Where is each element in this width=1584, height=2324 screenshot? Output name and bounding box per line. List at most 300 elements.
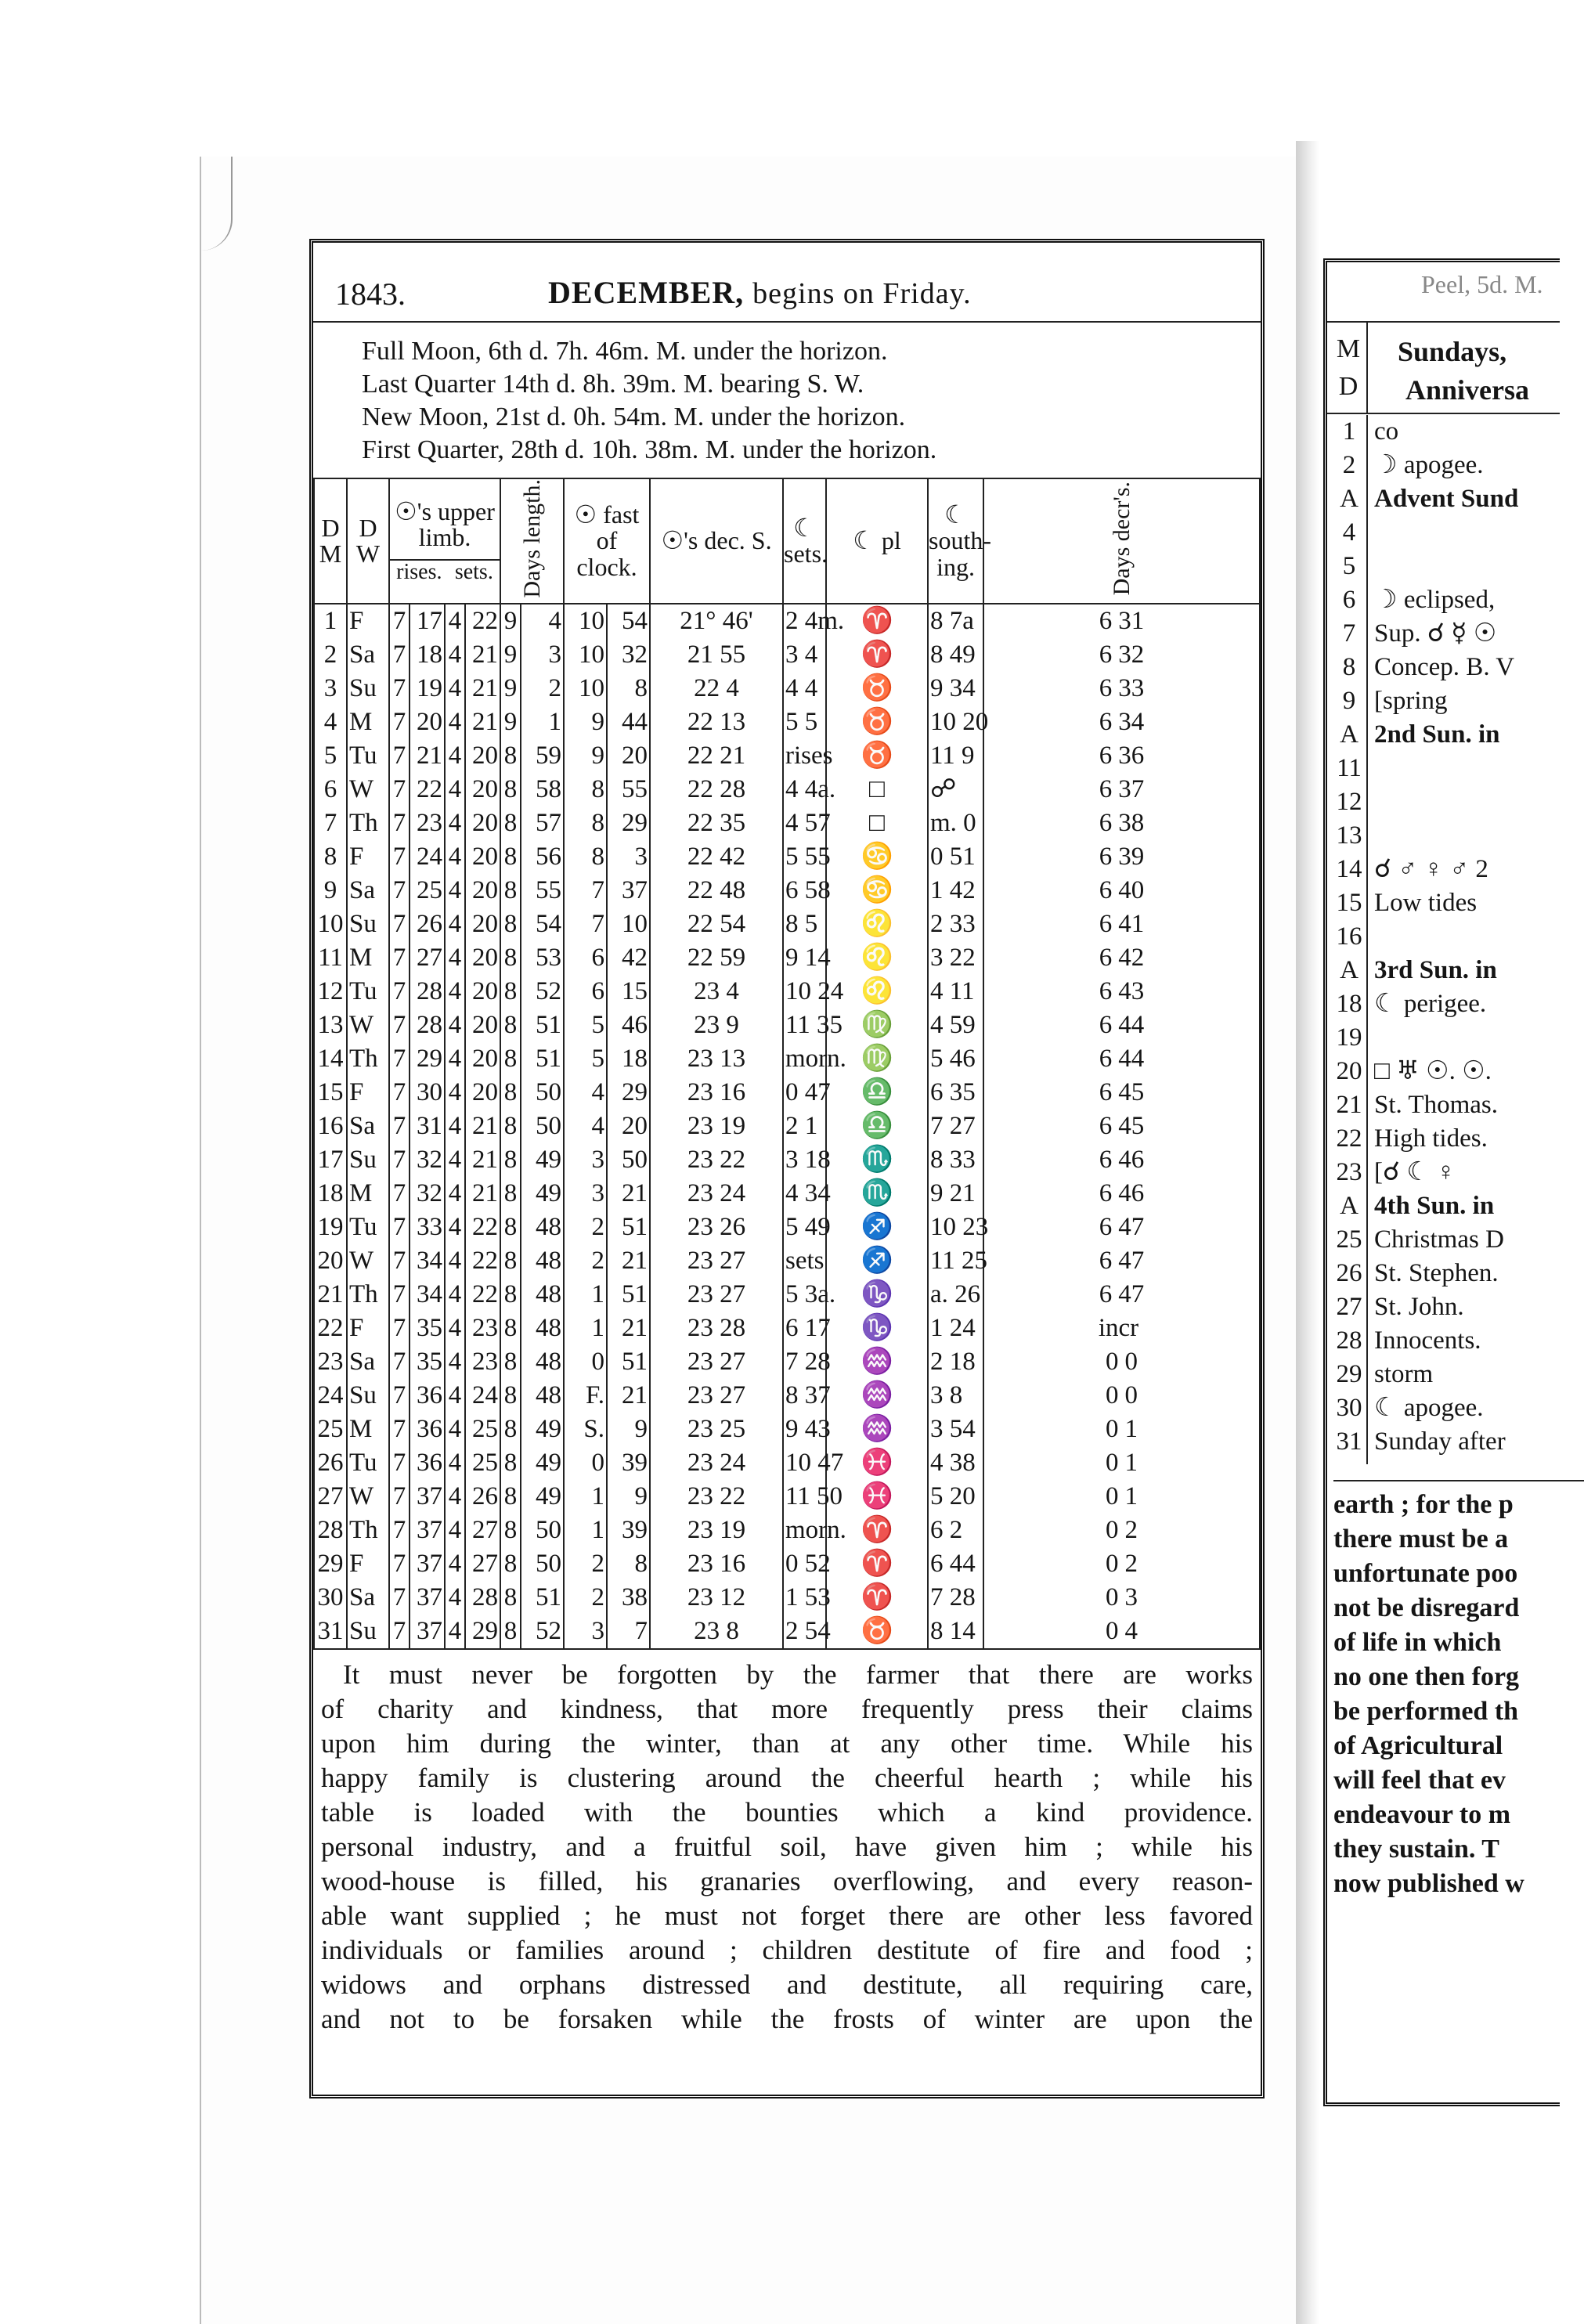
table-cell: 9 [500, 638, 521, 672]
days-decr-m: 36 [1118, 742, 1145, 770]
table-cell: 10 [607, 908, 650, 941]
days-decr-m: 1 [1124, 1482, 1138, 1511]
table-cell: 7 [389, 1278, 410, 1312]
table-cell: 48 [521, 1379, 564, 1413]
table-cell: 4 [445, 638, 465, 672]
page-header [313, 243, 1261, 323]
table-cell: Tu [347, 975, 389, 1009]
table-cell: F [347, 1547, 389, 1581]
table-cell: 30 [410, 1076, 445, 1110]
table-cell: 20 [465, 1042, 500, 1076]
table-cell: 37 [410, 1615, 445, 1648]
table-cell [983, 941, 1260, 975]
table-cell: Th [347, 1514, 389, 1547]
table-cell: 37 [410, 1514, 445, 1547]
col-header-moon-sets: ☾ sets. [783, 478, 826, 604]
table-cell: 8 [500, 908, 521, 941]
table-cell: 22 35 [650, 807, 783, 840]
table-cell: 7 [607, 1615, 650, 1648]
days-decr-m: 0 [1124, 1381, 1138, 1410]
table-cell [983, 739, 1260, 773]
right-event-text: 4th Sun. in [1374, 1192, 1495, 1220]
table-cell: 32 [410, 1177, 445, 1211]
table-cell: 7 [389, 1244, 410, 1278]
table-cell: 7 [389, 1076, 410, 1110]
right-text-line: be performed th [1333, 1697, 1519, 1726]
footer-line: table is loaded with the bounties which a kind providence. [321, 1797, 1253, 1828]
days-decr-h: 6 [1099, 1011, 1113, 1040]
table-cell: 2 [564, 1244, 607, 1278]
moon-phase-line: New Moon, 21st d. 0h. 54m. M. under the horizon. [362, 402, 906, 431]
right-list-item [1327, 718, 1560, 752]
table-cell: 10 20 [928, 706, 983, 739]
table-cell: 5 46 [928, 1042, 983, 1076]
table-cell: 15 [314, 1076, 347, 1110]
table-cell: 24 [465, 1379, 500, 1413]
table-cell: 49 [521, 1177, 564, 1211]
table-cell [983, 975, 1260, 1009]
footer-line: upon him during the winter, than at any other time. While his [321, 1728, 1253, 1759]
table-cell: ♋ [826, 874, 928, 908]
table-cell: 23 8 [650, 1615, 783, 1648]
days-decr-m: 1 [1124, 1449, 1138, 1478]
table-cell: 15 [607, 975, 650, 1009]
table-cell: 21 [465, 706, 500, 739]
right-day-number: 8 [1342, 653, 1356, 681]
table-cell: 2 [564, 1547, 607, 1581]
right-list-item [1327, 516, 1560, 550]
table-cell: 4 [445, 1446, 465, 1480]
table-cell: 21 [465, 1110, 500, 1143]
footer-line: happy family is clustering around the cheerful hearth ; while his [321, 1763, 1253, 1793]
table-cell: 7 [389, 1110, 410, 1143]
table-cell: 4 [445, 1581, 465, 1615]
table-cell: 4 [564, 1110, 607, 1143]
right-list-item [1327, 651, 1560, 684]
table-cell: ♍ [826, 1042, 928, 1076]
table-cell: Sa [347, 1110, 389, 1143]
table-cell: 3 [564, 1143, 607, 1177]
table-cell: 7 [389, 1009, 410, 1042]
days-decr-h: 6 [1099, 1213, 1113, 1242]
table-cell: Th [347, 1042, 389, 1076]
right-day-number: 18 [1336, 990, 1362, 1018]
table-cell: 34 [410, 1278, 445, 1312]
table-cell: 9 [500, 672, 521, 706]
table-cell: ♉ [826, 706, 928, 739]
table-cell: 20 [465, 840, 500, 874]
table-cell: 5 5 [783, 706, 826, 739]
right-page-fragment [1323, 258, 1560, 2106]
table-cell: 8 [500, 1110, 521, 1143]
table-cell: 20 [465, 773, 500, 807]
days-decr-m: 47 [1118, 1247, 1145, 1276]
calendar-body [314, 604, 1260, 1648]
table-cell: 7 [389, 1379, 410, 1413]
table-cell: 44 [607, 706, 650, 739]
table-cell: morn. [783, 1514, 826, 1547]
table-cell: Sa [347, 638, 389, 672]
table-cell: 20 [465, 874, 500, 908]
table-cell: 4 [445, 1379, 465, 1413]
table-cell: 37 [410, 1547, 445, 1581]
table-cell: 24 [314, 1379, 347, 1413]
table-cell: 0 [564, 1446, 607, 1480]
right-list-item [1327, 449, 1560, 482]
table-cell: 23 19 [650, 1110, 783, 1143]
table-cell: 31 [314, 1615, 347, 1648]
table-cell: 25 [314, 1413, 347, 1446]
right-event-text: ☾ perigee. [1374, 990, 1487, 1018]
table-cell: W [347, 773, 389, 807]
table-cell [983, 908, 1260, 941]
days-decr-m: 44 [1118, 1011, 1145, 1040]
table-cell [983, 1278, 1260, 1312]
table-cell: Tu [347, 739, 389, 773]
table-row [314, 1009, 1260, 1042]
right-day-number: 7 [1342, 619, 1356, 648]
table-cell: 49 [521, 1480, 564, 1514]
table-cell: 7 [389, 874, 410, 908]
table-cell: 48 [521, 1312, 564, 1345]
table-cell: 6 44 [928, 1547, 983, 1581]
right-day-number: 9 [1342, 687, 1356, 715]
days-decr-h: 6 [1099, 1179, 1113, 1208]
table-cell: 2 54 [783, 1615, 826, 1648]
table-cell: 21 [314, 1278, 347, 1312]
table-cell: 10 23 [928, 1211, 983, 1244]
table-cell: 21 [607, 1379, 650, 1413]
table-cell: 49 [521, 1446, 564, 1480]
table-cell: 11 35 [783, 1009, 826, 1042]
right-list-item [1327, 1088, 1560, 1122]
right-event-text: Advent Sund [1374, 485, 1519, 513]
table-cell: Th [347, 1278, 389, 1312]
footer-paragraph [313, 1648, 1261, 2037]
right-md-labels [1335, 330, 1362, 406]
footer-line: It must never be forgotten by the farmer that there are works [343, 1659, 1253, 1690]
table-cell: 52 [521, 1615, 564, 1648]
right-list-item [1327, 617, 1560, 651]
table-cell: 4 [445, 1076, 465, 1110]
table-cell: Su [347, 672, 389, 706]
table-row [314, 1110, 1260, 1143]
table-cell: ♎ [826, 1110, 928, 1143]
moon-phase-line: Last Quarter 14th d. 8h. 39m. M. bearing S. W. [362, 370, 864, 399]
table-cell: Tu [347, 1446, 389, 1480]
table-cell: 4 [445, 1244, 465, 1278]
table-cell: 20 [465, 975, 500, 1009]
table-cell: 23 28 [650, 1312, 783, 1345]
table-cell: 23 24 [650, 1177, 783, 1211]
right-text-line: earth ; for the p [1333, 1490, 1514, 1519]
table-cell: 8 [500, 1211, 521, 1244]
table-cell: Su [347, 1143, 389, 1177]
right-day-number: 16 [1336, 922, 1362, 951]
table-row [314, 1514, 1260, 1547]
right-list-item [1327, 752, 1560, 785]
table-cell: 22 4 [650, 672, 783, 706]
table-cell: 21 55 [650, 638, 783, 672]
table-cell [983, 1480, 1260, 1514]
table-cell: W [347, 1244, 389, 1278]
footer-line: individuals or families around ; children destitute of fire and food ; [321, 1935, 1253, 1965]
table-cell: 0 [564, 1345, 607, 1379]
table-cell: Su [347, 1615, 389, 1648]
right-text-line: of life in which [1333, 1628, 1502, 1657]
right-event-text: ☌ ♂ ♀ ♂ 2 [1374, 855, 1488, 883]
days-decr-h: 0 [1106, 1415, 1119, 1444]
table-cell: 22 13 [650, 706, 783, 739]
table-cell: 20 [465, 941, 500, 975]
right-title-sundays: Sundays, [1398, 336, 1507, 367]
right-text-fragment [1333, 1480, 1584, 1901]
col-header-sun [389, 478, 500, 604]
table-cell: 11 9 [928, 739, 983, 773]
table-cell: 57 [521, 807, 564, 840]
table-row [314, 874, 1260, 908]
right-text-line: not be disregard [1333, 1593, 1520, 1622]
table-cell: 19 [410, 672, 445, 706]
days-decr-m: 46 [1118, 1146, 1145, 1175]
days-decr-h: 6 [1099, 977, 1113, 1006]
table-cell [983, 1177, 1260, 1211]
table-cell: 8 [500, 1177, 521, 1211]
table-cell: ♎ [826, 1076, 928, 1110]
table-cell: ♉ [826, 1615, 928, 1648]
table-cell: 5 55 [783, 840, 826, 874]
right-d-label: D [1338, 372, 1358, 401]
table-cell: 18 [314, 1177, 347, 1211]
table-cell: 0 47 [783, 1076, 826, 1110]
table-cell: 9 [607, 1480, 650, 1514]
table-cell: 8 [500, 1042, 521, 1076]
right-event-text: Concep. B. V [1374, 653, 1515, 681]
table-cell: 8 49 [928, 638, 983, 672]
table-cell: 8 [500, 1009, 521, 1042]
days-decr-m: 37 [1118, 775, 1145, 804]
table-cell: 9 14 [783, 941, 826, 975]
table-cell: 8 [500, 975, 521, 1009]
table-cell: 36 [410, 1413, 445, 1446]
table-cell: 8 [500, 1615, 521, 1648]
table-cell: 21 [465, 672, 500, 706]
right-day-number: 20 [1336, 1057, 1362, 1085]
table-cell: 3 [521, 638, 564, 672]
book-gutter [1296, 141, 1319, 2324]
table-row [314, 604, 1260, 638]
days-decr-h: incr [1098, 1314, 1139, 1343]
table-cell: 11 50 [783, 1480, 826, 1514]
table-cell [983, 1514, 1260, 1547]
table-cell: 51 [607, 1345, 650, 1379]
days-decr-m: 4 [1124, 1617, 1138, 1646]
table-cell: 50 [521, 1547, 564, 1581]
table-cell: 2 [314, 638, 347, 672]
right-list-item [1327, 1021, 1560, 1055]
right-list-item [1327, 684, 1560, 718]
table-cell: 9 [607, 1413, 650, 1446]
table-cell: 7 [389, 1581, 410, 1615]
table-cell: 4 [445, 840, 465, 874]
table-cell: 2 [564, 1581, 607, 1615]
table-cell: 10 47 [783, 1446, 826, 1480]
table-cell: Tu [347, 1211, 389, 1244]
table-cell: 7 [389, 672, 410, 706]
footer-line: and not to be forsaken while the frosts of winter are upon the [321, 2004, 1253, 2034]
table-row [314, 975, 1260, 1009]
table-cell: 8 [500, 1244, 521, 1278]
table-cell: 33 [410, 1211, 445, 1244]
table-cell [983, 1009, 1260, 1042]
table-cell [983, 1547, 1260, 1581]
footer-line: personal industry, and a fruitful soil, have given him ; while his [321, 1831, 1253, 1862]
table-cell: ♈ [826, 1581, 928, 1615]
right-event-text: □ ♅ ☉. ☉. [1374, 1057, 1492, 1085]
table-cell: 24 [410, 840, 445, 874]
table-cell: 6 17 [783, 1312, 826, 1345]
right-list-item [1327, 1358, 1560, 1391]
table-cell: 59 [521, 739, 564, 773]
table-cell: 4 [445, 1211, 465, 1244]
right-event-text: Sup. ☌ ☿ ☉ [1374, 619, 1497, 648]
table-cell: 54 [521, 908, 564, 941]
right-text-line: no one then forg [1333, 1662, 1520, 1691]
table-row [314, 672, 1260, 706]
table-cell: 1 42 [928, 874, 983, 908]
table-cell: M [347, 1413, 389, 1446]
table-cell: 3 [564, 1177, 607, 1211]
table-cell: 4 [445, 874, 465, 908]
table-cell: 7 28 [783, 1345, 826, 1379]
table-cell: 7 [389, 807, 410, 840]
table-cell: 20 [465, 1076, 500, 1110]
right-event-text: Innocents. [1374, 1326, 1481, 1355]
right-day-number: 23 [1336, 1158, 1362, 1186]
days-decr-h: 6 [1099, 1078, 1113, 1107]
table-cell: F [347, 840, 389, 874]
right-list-item [1327, 954, 1560, 987]
days-decr-m: 45 [1118, 1112, 1145, 1141]
table-cell: 51 [607, 1278, 650, 1312]
days-decr-h: 6 [1099, 1247, 1113, 1276]
table-cell: 20 [465, 739, 500, 773]
table-cell: ♈ [826, 638, 928, 672]
table-cell: 5 49 [783, 1211, 826, 1244]
days-decr-label: Days decr's. [1108, 482, 1135, 596]
table-cell: 22 [410, 773, 445, 807]
days-decr-m: 39 [1118, 843, 1145, 872]
table-cell: 8 [500, 840, 521, 874]
table-cell: Th [347, 807, 389, 840]
right-event-text: storm [1374, 1360, 1434, 1388]
moon-phases [313, 321, 1261, 479]
table-cell: ♌ [826, 975, 928, 1009]
days-decr-m: 0 [1124, 1348, 1138, 1377]
right-event-text: ☽ apogee. [1374, 451, 1484, 479]
table-cell [983, 874, 1260, 908]
table-cell: 4 [445, 1413, 465, 1446]
days-decr-m: 44 [1118, 1045, 1145, 1074]
right-text-line: endeavour to m [1333, 1800, 1511, 1829]
table-cell: Sa [347, 874, 389, 908]
table-cell: 4 [445, 908, 465, 941]
table-cell: 3 54 [928, 1413, 983, 1446]
table-cell: 7 [389, 975, 410, 1009]
table-row [314, 1345, 1260, 1379]
col-header-days-length [500, 478, 564, 604]
days-decr-h: 6 [1099, 775, 1113, 804]
table-cell: 27 [314, 1480, 347, 1514]
table-cell: 8 [500, 941, 521, 975]
days-decr-h: 6 [1099, 1112, 1113, 1141]
right-text-line: unfortunate poo [1333, 1559, 1518, 1588]
table-cell: 35 [410, 1345, 445, 1379]
table-cell: 4 [445, 1480, 465, 1514]
right-list-item [1327, 415, 1560, 449]
days-decr-h: 0 [1106, 1617, 1119, 1646]
col-header-dw: D W [347, 478, 389, 604]
table-cell: 7 [389, 840, 410, 874]
table-cell: 1 53 [783, 1581, 826, 1615]
table-cell: ♍ [826, 1009, 928, 1042]
table-cell: 29 [410, 1042, 445, 1076]
right-list-item [1327, 1055, 1560, 1088]
table-row [314, 840, 1260, 874]
table-cell: 6 58 [783, 874, 826, 908]
table-cell: 0 52 [783, 1547, 826, 1581]
table-cell: 8 33 [928, 1143, 983, 1177]
table-cell: 29 [607, 1076, 650, 1110]
table-cell: 4 [445, 1042, 465, 1076]
table-cell: 32 [607, 638, 650, 672]
table-cell: 2 33 [928, 908, 983, 941]
table-cell: 8 [500, 1581, 521, 1615]
table-row [314, 908, 1260, 941]
table-cell: ♒ [826, 1379, 928, 1413]
table-row [314, 1581, 1260, 1615]
table-cell: 7 [564, 908, 607, 941]
table-cell: 23 4 [650, 975, 783, 1009]
year-label: 1843. [335, 276, 406, 312]
table-cell: 18 [410, 638, 445, 672]
right-list-item [1327, 482, 1560, 516]
table-cell: 49 [521, 1143, 564, 1177]
table-cell: ♓ [826, 1480, 928, 1514]
table-cell [983, 672, 1260, 706]
table-cell: 1 [564, 1480, 607, 1514]
table-cell: 11 [314, 941, 347, 975]
table-cell: ♒ [826, 1413, 928, 1446]
table-cell: 23 22 [650, 1143, 783, 1177]
table-cell: 5 [564, 1009, 607, 1042]
table-cell: morn. [783, 1042, 826, 1076]
table-cell: 50 [521, 1110, 564, 1143]
table-cell: 9 [564, 706, 607, 739]
table-cell: 8 [564, 840, 607, 874]
table-cell: 25 [465, 1413, 500, 1446]
right-list-item [1327, 987, 1560, 1021]
table-cell: 8 [500, 1446, 521, 1480]
table-cell: ♈ [826, 1547, 928, 1581]
table-cell: 8 [500, 807, 521, 840]
right-event-text: 3rd Sun. in [1374, 956, 1497, 984]
table-cell: 21 [607, 1312, 650, 1345]
right-day-number: A [1340, 720, 1358, 749]
right-event-text: St. Stephen. [1374, 1259, 1499, 1287]
right-list-item [1327, 1324, 1560, 1358]
right-day-number: 26 [1336, 1259, 1362, 1287]
